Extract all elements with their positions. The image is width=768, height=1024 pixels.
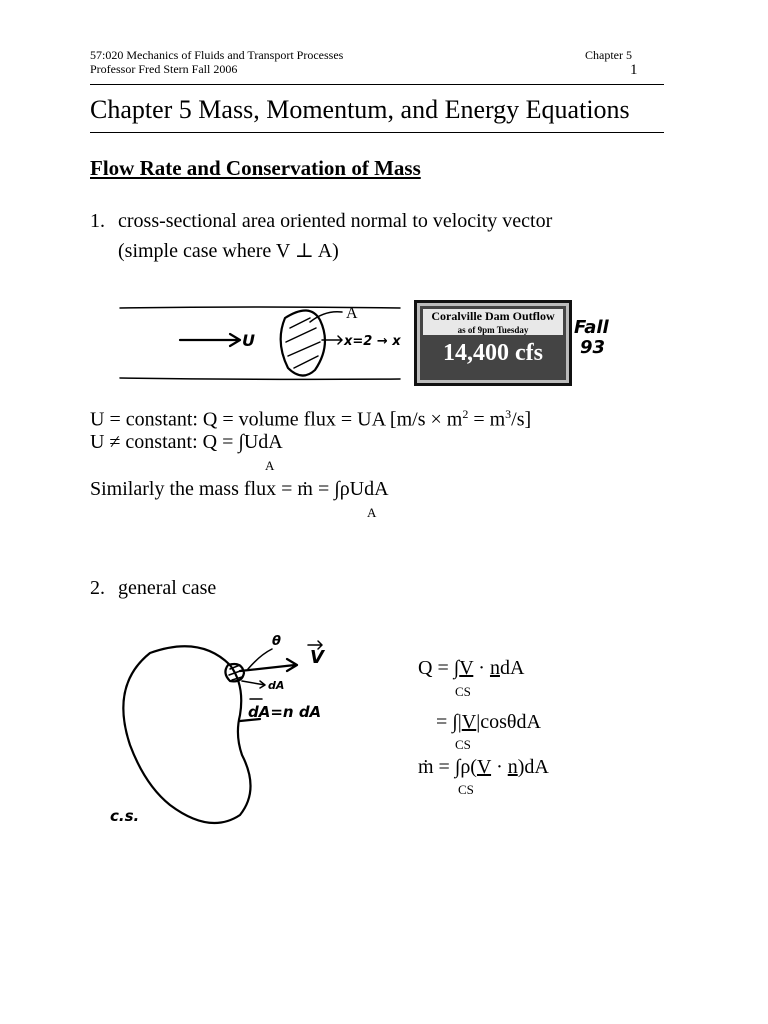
theta-leader [248, 649, 272, 669]
equation-nonconstant: U ≠ constant: Q = ∫UdA [90, 431, 283, 453]
item1-number: 1. [90, 210, 105, 232]
eq1-exponent-3: 3 [505, 407, 512, 421]
label-da-small: dA [268, 679, 285, 692]
item2-label: general case [118, 577, 217, 599]
q3-dot: · [491, 756, 508, 778]
handwritten-note [574, 318, 609, 358]
q2-right: |cosθdA [476, 711, 541, 733]
q1-subscript: CS [455, 684, 471, 699]
control-surface-outline [123, 646, 250, 823]
label-velocity-u: U [242, 331, 255, 350]
label-velocity-v: V [310, 647, 324, 668]
course-header [90, 48, 343, 76]
page-number: 1 [630, 62, 638, 78]
label-area-a: A [346, 305, 358, 322]
section-heading: Flow Rate and Conservation of Mass [90, 156, 421, 180]
eq1-mid: = m [468, 408, 506, 431]
q3-left: ṁ = ∫ρ( [418, 756, 477, 778]
equation-volume-flux [90, 402, 531, 432]
item1-line2: (simple case where V ⊥ A) [118, 240, 339, 262]
q1-left: Q = ∫ [418, 657, 460, 679]
q3-normal: n [507, 756, 518, 778]
eq3-subscript: A [367, 505, 377, 520]
note-year: 93 [580, 337, 606, 358]
note-fall: Fall [574, 317, 609, 338]
equation-q-cos [436, 710, 541, 734]
eq1-exponent-2: 2 [462, 407, 469, 421]
sign-header-panel [423, 309, 563, 335]
q3-right: )dA [517, 756, 549, 778]
professor-line: Professor Fred Stern Fall 2006 [90, 62, 238, 76]
chapter-label: Chapter 5 [585, 48, 632, 62]
sign-value: 14,400 cfs [443, 340, 543, 366]
q2-subscript: CS [455, 737, 471, 752]
equation-q-dot [418, 656, 524, 680]
figure-control-surface [90, 625, 370, 855]
eq1-prefix: U = constant: Q = volume flux = UA [m/s × m [90, 408, 463, 431]
label-da-equation: dA=n dA [248, 703, 322, 721]
q2-velocity: V [461, 711, 477, 733]
eq1-suffix: /s] [511, 408, 532, 431]
q3-subscript: CS [458, 782, 474, 797]
page-title: Chapter 5 Mass, Momentum, and Energy Equations [90, 95, 630, 124]
eq2-subscript: A [265, 458, 275, 473]
q1-normal: n [489, 657, 500, 679]
eq3-suffix: = ∫ρUdA [312, 478, 389, 500]
eq3-prefix: Similarly the mass flux = [90, 478, 298, 500]
eq3-mdot: ṁ [297, 478, 313, 500]
q3-velocity: V [476, 756, 492, 778]
pipe-top-wall [120, 307, 400, 308]
label-x: x=2 → x [344, 334, 401, 349]
course-title: 57:020 Mechanics of Fluids and Transport Processes [90, 48, 344, 62]
label-control-surface: c.s. [110, 807, 140, 825]
header-rule [90, 84, 664, 85]
sign-title: Coralville Dam Outflow [431, 309, 555, 323]
q1-right: dA [499, 657, 525, 679]
equation-mass-flux [90, 477, 389, 501]
item1-line1: cross-sectional area oriented normal to velocity vector [118, 210, 553, 232]
sign-subtitle: as of 9pm Tuesday [457, 325, 529, 335]
cross-section-hatch [286, 318, 320, 368]
title-rule [90, 132, 664, 133]
item2-number: 2. [90, 577, 105, 599]
velocity-arrow [180, 334, 240, 346]
q1-dot: · [473, 657, 490, 679]
equation-mass-rate [418, 755, 549, 779]
pipe-bottom-wall [120, 378, 400, 379]
q2-left: = ∫| [436, 711, 462, 733]
normal-arrow [242, 681, 265, 688]
q1-velocity: V [459, 657, 474, 679]
label-theta: θ [272, 634, 281, 649]
dam-outflow-sign [414, 300, 572, 386]
